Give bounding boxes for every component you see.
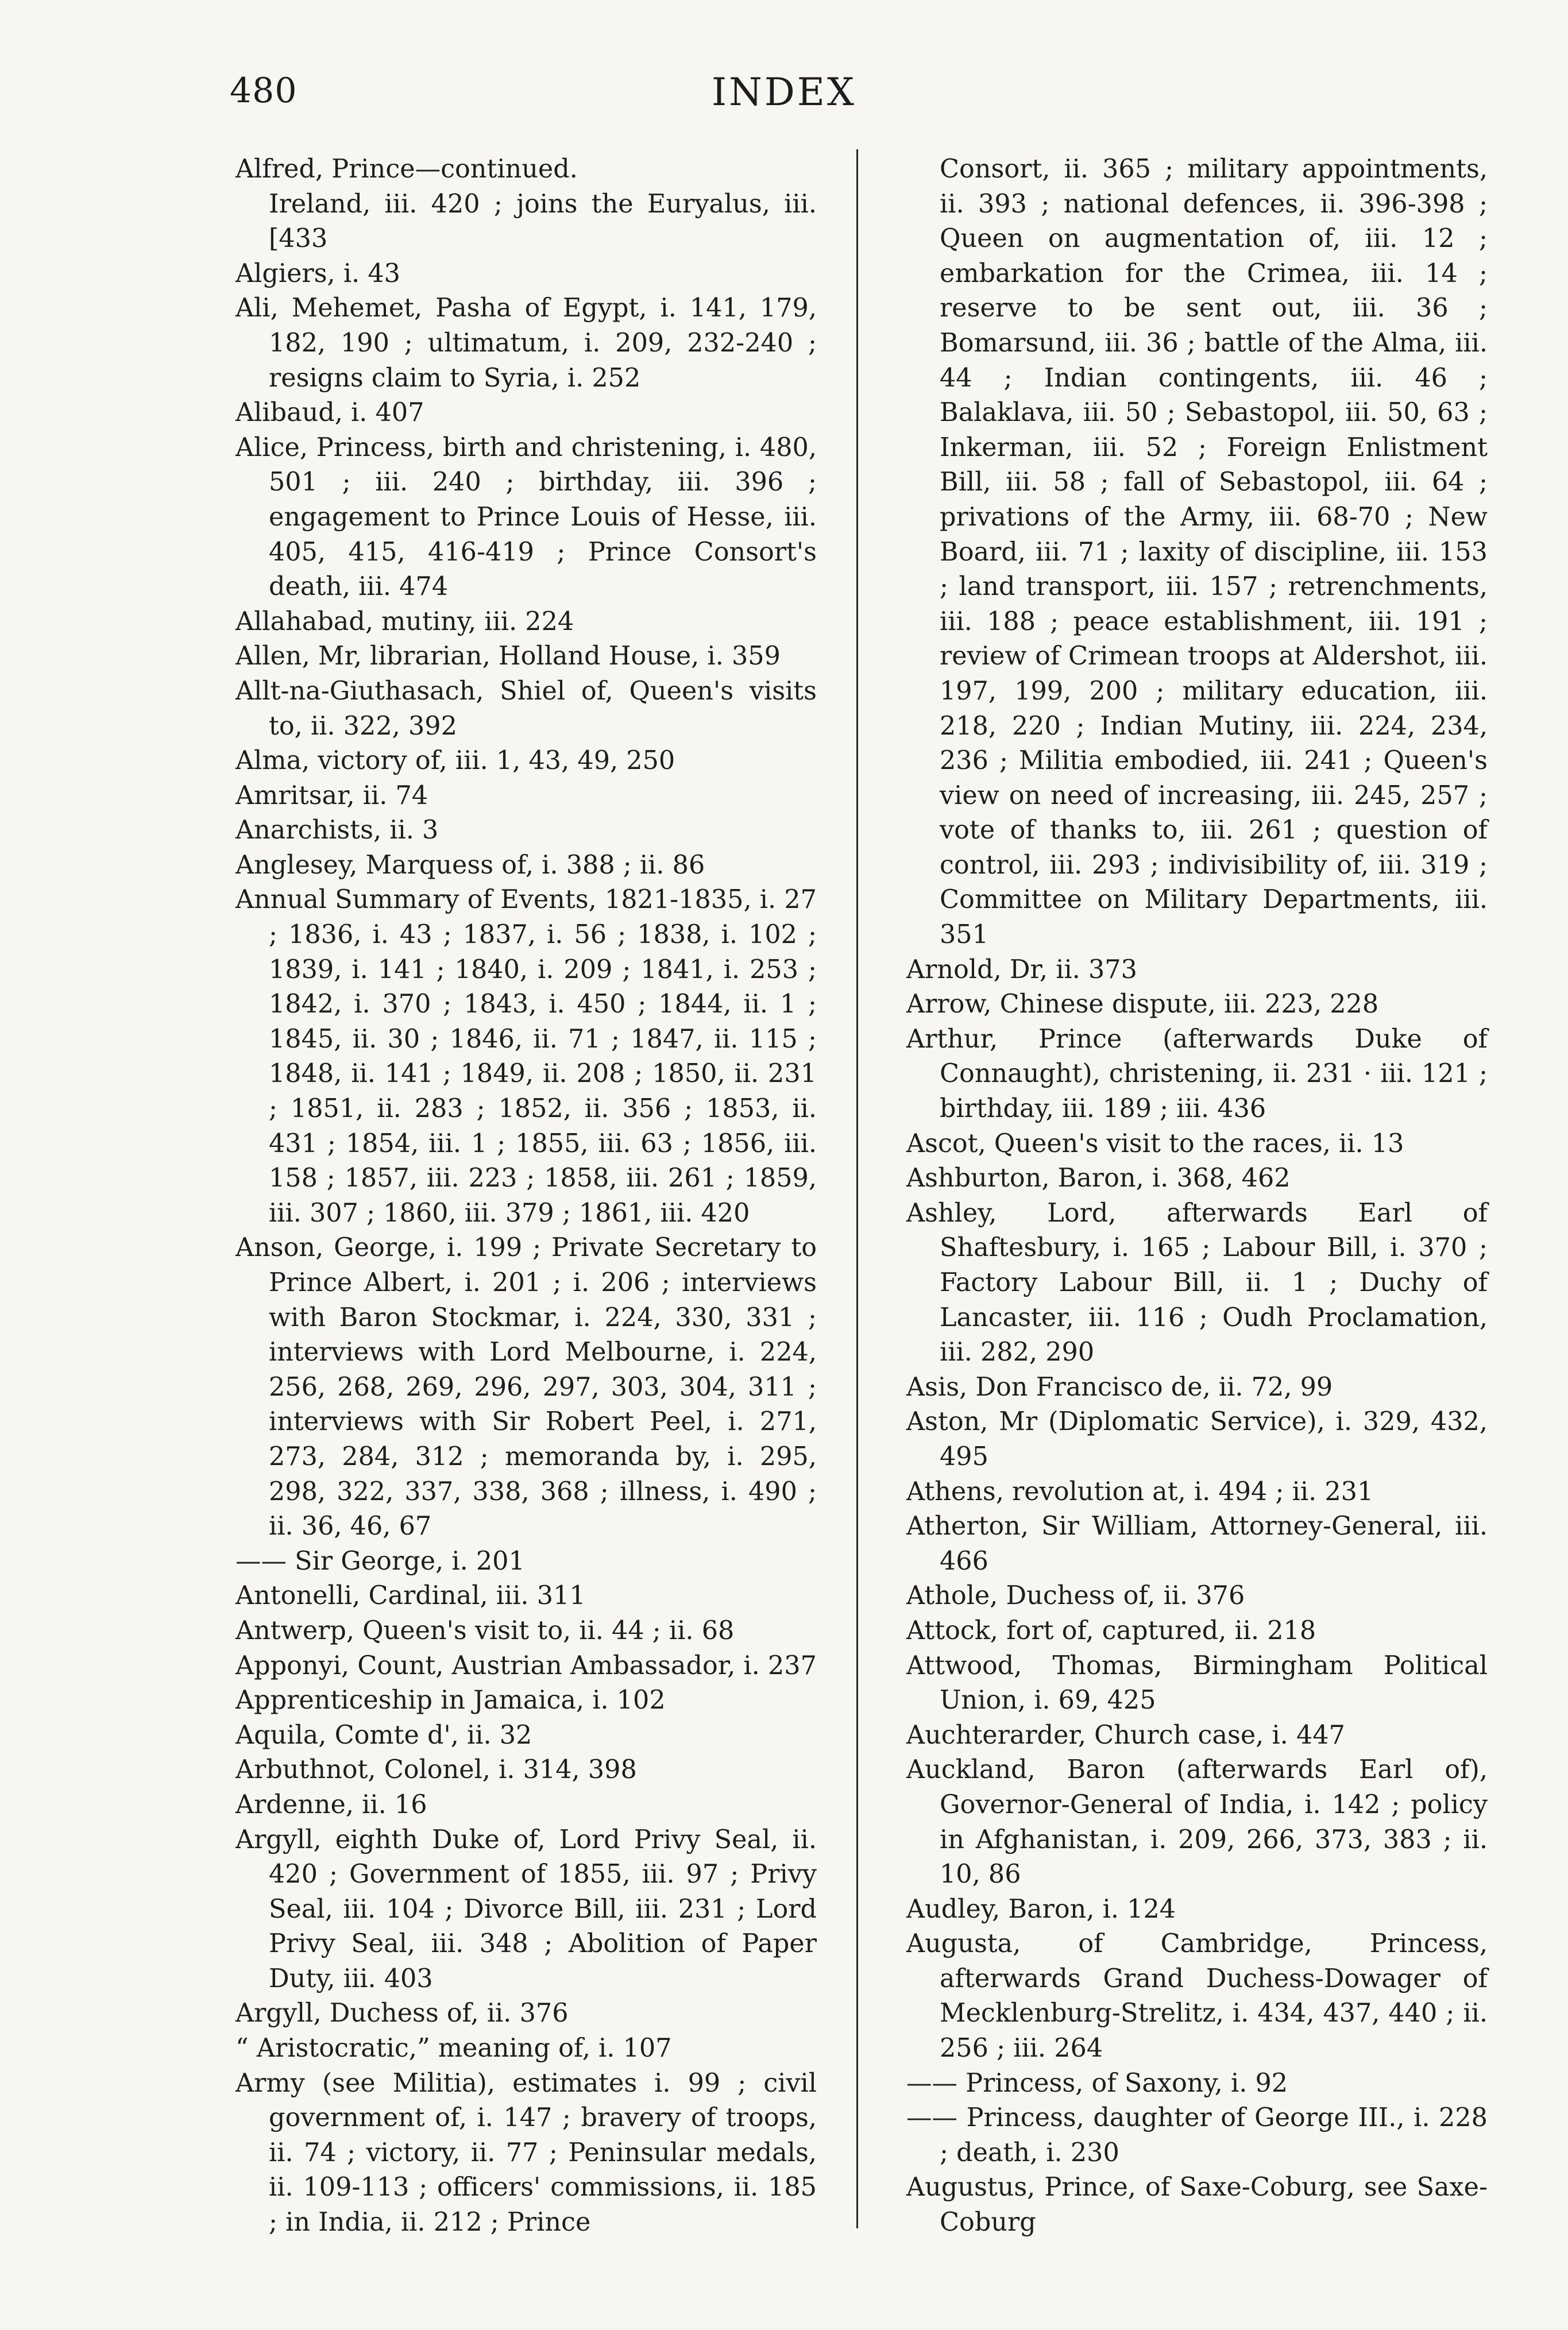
index-entry: Attock, fort of, captured, ii. 218 — [906, 1616, 1316, 1645]
index-entry: —— Princess, of Saxony, i. 92 — [906, 2068, 1288, 2098]
index-entry: Anglesey, Marquess of, i. 388 ; ii. 86 — [235, 850, 705, 880]
index-entry: Argyll, Duchess of, ii. 376 — [235, 1999, 569, 2028]
index-entry: Consort, ii. 365 ; military appointments, ii. 393 ; national defences, ii. 396-398 ; Queen on augmentation of, iii. 12 ; embarkation for the Crimea, iii. 14 ; reserve to be sent out, iii. 36 ; Bomarsund, iii. 36 ; battle of the Alma, iii. 44 ; Indian contingents, iii. 46 ; Balaklava, iii. 50 ; Sebastopol, iii. 50, 63 ; Inkerman, iii. 52 ; Foreign Enlistment Bill, iii. 58 ; fall of Sebastopol, iii. 64 ; privations of the Army, iii. 68-70 ; New Board, iii. 71 ; laxity of discipline, iii. 153 ; land transport, iii. 157 ; retrenchments, iii. 188 ; peace establishment, iii. 191 ; review of Crimean troops at Aldershot, iii. 197, 199, 200 ; military education, iii. 218, 220 ; Indian Mutiny, iii. 224, 234, 236 ; Militia embodied, iii. 241 ; Queen's view on need of increasing, iii. 245, 257 ; vote of thanks to, iii. 261 ; question of control, iii. 293 ; indivisibility of, iii. 319 ; Committee on Military Departments, iii. 351 — [940, 154, 1488, 950]
index-entry: Aquila, Comte d', ii. 32 — [235, 1720, 532, 1750]
index-entry: Alma, victory of, iii. 1, 43, 49, 250 — [235, 746, 675, 776]
index-entry: Allen, Mr, librarian, Holland House, i. 359 — [235, 642, 781, 671]
index-entry: Allahabad, mutiny, iii. 224 — [235, 606, 574, 636]
index-entry: Antonelli, Cardinal, iii. 311 — [235, 1581, 586, 1611]
index-entry: Aston, Mr (Diplomatic Service), i. 329, 432, 495 — [906, 1407, 1488, 1471]
column-divider — [856, 149, 858, 2228]
index-entry: Alice, Princess, birth and christening, i. 480, 501 ; iii. 240 ; birthday, iii. 396 ; engagement to Prince Louis of Hesse, iii. 405, 415, 416-419 ; Prince Consort's death, iii. 474 — [235, 432, 817, 602]
index-entry: Allt-na-Giuthasach, Shiel of, Queen's visits to, ii. 322, 392 — [235, 676, 817, 741]
index-entry: Ardenne, ii. 16 — [235, 1790, 427, 1819]
index-entry: Antwerp, Queen's visit to, ii. 44 ; ii. 68 — [235, 1616, 735, 1645]
index-entry: Ascot, Queen's visit to the races, ii. 13 — [906, 1129, 1404, 1158]
index-entry: Anson, George, i. 199 ; Private Secretary to Prince Albert, i. 201 ; i. 206 ; interviews with Baron Stockmar, i. 224, 330, 331 ; interviews with Lord Melbourne, i. 224, 256, 268, 269, 296, 297, 303, 304, 311 ; interviews with Sir Robert Peel, i. 271, 273, 284, 312 ; memoranda by, i. 295, 298, 322, 337, 338, 368 ; illness, i. 490 ; ii. 36, 46, 67 — [235, 1233, 817, 1541]
index-entry: Apprenticeship in Jamaica, i. 102 — [235, 1686, 666, 1715]
index-entry: Arnold, Dr, ii. 373 — [906, 955, 1137, 984]
index-entry: Augustus, Prince, of Saxe-Coburg, see Saxe-Coburg — [906, 2173, 1488, 2238]
index-entry: Alfred, Prince—continued. — [235, 154, 578, 184]
index-entry: Amritsar, ii. 74 — [235, 780, 428, 810]
index-entry: “ Aristocratic,” meaning of, i. 107 — [235, 2034, 672, 2064]
index-entry: Audley, Baron, i. 124 — [906, 1894, 1176, 1924]
index-entry: Annual Summary of Events, 1821-1835, i. 27 ; 1836, i. 43 ; 1837, i. 56 ; 1838, i. 102 ; 1839, i. 141 ; 1840, i. 209 ; 1841, i. 253 ; 1842, i. 370 ; 1843, i. 450 ; 1844, ii. 1 ; 1845, ii. 30 ; 1846, ii. 71 ; 1847, ii. 115 ; 1848, ii. 141 ; 1849, ii. 208 ; 1850, ii. 231 ; 1851, ii. 283 ; 1852, ii. 356 ; 1853, ii. 431 ; 1854, iii. 1 ; 1855, iii. 63 ; 1856, iii. 158 ; 1857, iii. 223 ; 1858, iii. 261 ; 1859, iii. 307 ; 1860, iii. 379 ; 1861, iii. 420 — [235, 885, 817, 1228]
index-entry: Auchterarder, Church case, i. 447 — [906, 1720, 1345, 1750]
page-number: 480 — [230, 71, 298, 111]
index-entry: Army (see Militia), estimates i. 99 ; civil government of, i. 147 ; bravery of troops, ii. 74 ; victory, ii. 77 ; Peninsular medals, ii. 109-113 ; officers' commissions, ii. 185 ; in India, ii. 212 ; Prince — [235, 2068, 817, 2238]
index-entry: Atherton, Sir William, Attorney-General, iii. 466 — [906, 1512, 1488, 1576]
index-entry: Arbuthnot, Colonel, i. 314, 398 — [235, 1755, 637, 1785]
index-entry: Auckland, Baron (afterwards Earl of), Governor-General of India, i. 142 ; policy in Afghanistan, i. 209, 266, 373, 383 ; ii. 10, 86 — [906, 1755, 1488, 1889]
index-entry: —— Princess, daughter of George III., i. 228 ; death, i. 230 — [906, 2103, 1488, 2167]
index-entry: Argyll, eighth Duke of, Lord Privy Seal, ii. 420 ; Government of 1855, iii. 97 ; Privy Seal, iii. 104 ; Divorce Bill, iii. 231 ; Lord Privy Seal, iii. 348 ; Abolition of Paper Duty, iii. 403 — [235, 1825, 817, 1993]
index-entry: Algiers, i. 43 — [235, 258, 400, 288]
index-entry: Apponyi, Count, Austrian Ambassador, i. 237 — [235, 1651, 817, 1680]
index-entry: Attwood, Thomas, Birmingham Political Union, i. 69, 425 — [906, 1651, 1488, 1715]
page-header: INDEX — [712, 70, 856, 114]
index-entry: Athens, revolution at, i. 494 ; ii. 231 — [906, 1477, 1374, 1506]
index-entry: Arrow, Chinese dispute, iii. 223, 228 — [906, 990, 1379, 1019]
right-column — [906, 152, 1488, 2240]
index-entry: Anarchists, ii. 3 — [235, 816, 439, 845]
index-entry: Asis, Don Francisco de, ii. 72, 99 — [906, 1372, 1333, 1402]
index-entry: Alibaud, i. 407 — [235, 398, 424, 428]
index-entry: Augusta, of Cambridge, Princess, afterwards Grand Duchess-Dowager of Mecklenburg-Strelitz, i. 434, 437, 440 ; ii. 256 ; iii. 264 — [906, 1929, 1488, 2064]
index-entry: Athole, Duchess of, ii. 376 — [906, 1581, 1245, 1611]
left-column — [235, 152, 817, 2240]
index-entry: Ali, Mehemet, Pasha of Egypt, i. 141, 179, 182, 190 ; ultimatum, i. 209, 232-240 ; resigns claim to Syria, i. 252 — [235, 293, 817, 393]
index-entry: Ashley, Lord, afterwards Earl of Shaftesbury, i. 165 ; Labour Bill, i. 370 ; Factory Labour Bill, ii. 1 ; Duchy of Lancaster, iii. 116 ; Oudh Proclamation, iii. 282, 290 — [906, 1198, 1488, 1367]
index-entry: —— Sir George, i. 201 — [235, 1546, 525, 1576]
index-entry: Ireland, iii. 420 ; joins the Euryalus, iii. [433 — [269, 189, 817, 254]
index-entry: Ashburton, Baron, i. 368, 462 — [906, 1164, 1291, 1193]
index-entry: Arthur, Prince (afterwards Duke of Connaught), christening, ii. 231 · iii. 121 ; birthday, iii. 189 ; iii. 436 — [906, 1024, 1488, 1124]
